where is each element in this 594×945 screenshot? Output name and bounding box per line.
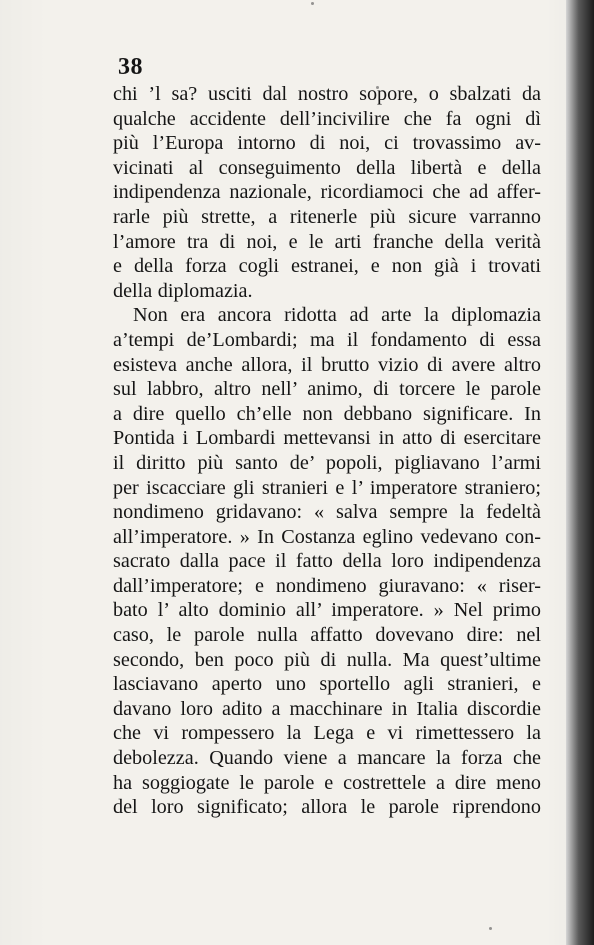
ink-speck (489, 927, 492, 930)
text-line: l’amore tra di noi, e le arti franche della verità (113, 230, 541, 253)
text-line: rarle più strette, a ritenerle più sicure varranno (113, 205, 541, 228)
text-line: più l’Europa intorno di noi, ci trovassimo av- (113, 132, 541, 155)
text-line: il diritto più santo de’ popoli, pigliavano l’armi (113, 451, 541, 474)
text-line: secondo, ben poco più di nulla. Ma quest’ultime (113, 648, 541, 671)
paragraph-2 (113, 303, 541, 819)
text-line: chi ’l sa? usciti dal nostro sopore, o sbalzati da (113, 83, 541, 105)
text-line: caso, le parole nulla affatto dovevano dire: nel (113, 624, 541, 647)
text-line: Pontida i Lombardi mettevansi in atto di esercitare (113, 427, 541, 450)
page-edge-shadow (566, 0, 594, 945)
text-line: nondimeno gridavano: « salva sempre la fedeltà (113, 501, 541, 524)
page-number: 38 (118, 54, 143, 80)
ink-speck (311, 2, 314, 5)
text-line: a dire quello ch’elle non debbano significare. In (113, 402, 541, 425)
text-line: dall’imperatore; e nondimeno giuravano: « riser- (113, 574, 541, 597)
text-line: della diplomazia. (113, 279, 253, 302)
text-line: bato l’ alto dominio all’ imperatore. » Nel primo (113, 599, 541, 622)
text-line: per iscacciare gli stranieri e l’ imperatore straniero; (113, 476, 541, 499)
text-line: sacrato dalla pace il fatto della loro indipendenza (113, 550, 541, 573)
body-text (113, 82, 541, 820)
text-line: indipendenza nazionale, ricordiamoci che ad affer- (113, 181, 541, 204)
paragraph-1 (113, 82, 541, 303)
text-line: davano loro adito a macchinare in Italia discordie (113, 697, 541, 720)
text-line: e della forza cogli estranei, e non già i trovati (113, 255, 541, 278)
text-line: vicinati al conseguimento della libertà e della (113, 156, 541, 179)
text-line: Non era ancora ridotta ad arte la diplomazia (133, 304, 541, 327)
text-line: all’imperatore. » In Costanza eglino vedevano con- (113, 525, 541, 548)
text-line: sul labbro, altro nell’ animo, di torcere le parole (113, 378, 541, 401)
text-line: lasciavano aperto uno sportello agli stranieri, e (113, 673, 541, 696)
text-line: a’tempi de’Lombardi; ma il fondamento di essa (113, 328, 541, 351)
text-line: ha soggiogate le parole e costrettele a dire meno (113, 771, 541, 794)
text-line: che vi rompessero la Lega e vi rimettessero la (113, 722, 541, 745)
text-line: debolezza. Quando viene a mancare la forza che (113, 747, 541, 770)
text-line: del loro significato; allora le parole riprendono (113, 796, 541, 819)
text-line: qualche accidente dell’incivilire che fa ogni dì (113, 107, 541, 130)
text-line: esisteva anche allora, il brutto vizio di avere altro (113, 353, 541, 376)
